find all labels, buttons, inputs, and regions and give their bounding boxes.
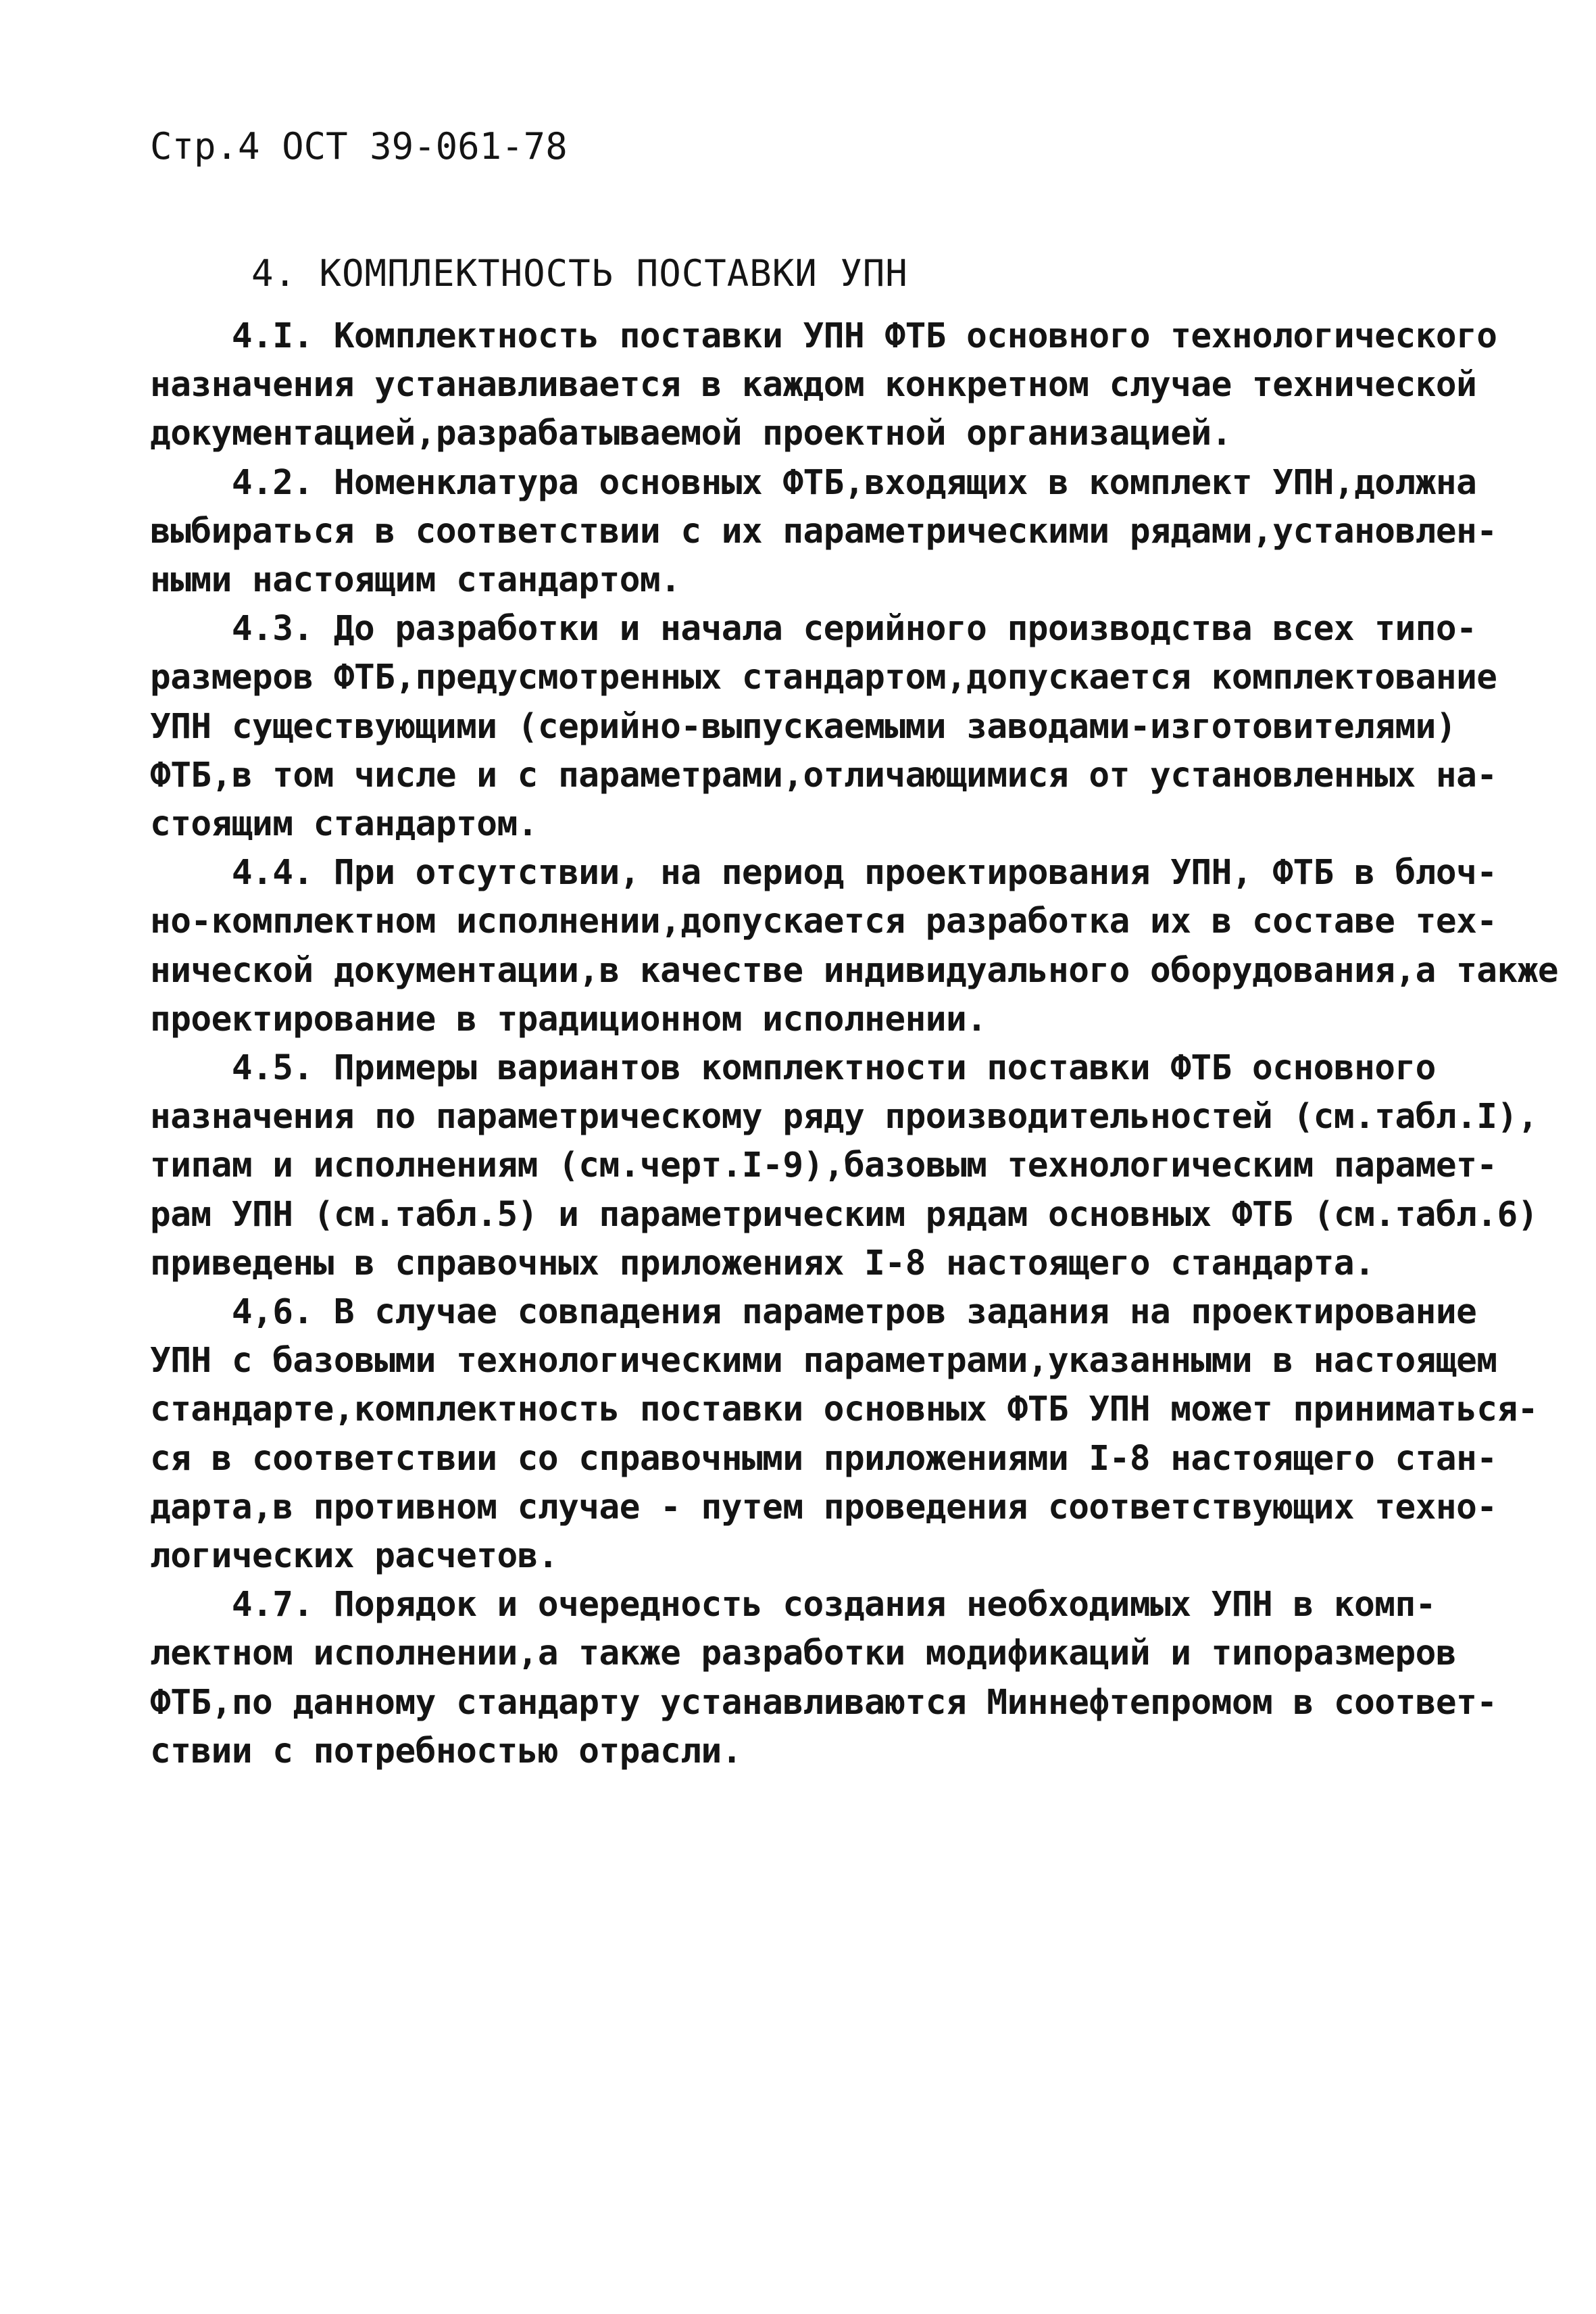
text-line: ФТБ,по данному стандарту устанавливаются Миннефтепромом в соответ- [150,1682,1497,1723]
text-line: стандарте,комплектность поставки основных ФТБ УПН может приниматься- [150,1389,1538,1430]
paragraph-4-3 [150,605,1497,849]
paragraph-4-7 [150,1581,1497,1776]
text-line: 4.5. Примеры вариантов комплектности поставки ФТБ основного [150,1048,1436,1089]
text-line: 4.I. Комплектность поставки УПН ФТБ основного технологического [150,316,1497,356]
paragraph-4-6 [150,1288,1538,1581]
text-line: размеров ФТБ,предусмотренных стандартом,допускается комплектование [150,658,1497,698]
text-line: УПН существующими (серийно-выпускаемыми заводами-изготовителями) [150,706,1457,747]
text-line: лектном исполнении,а также разработки модификаций и типоразмеров [150,1633,1457,1674]
text-line: 4.3. До разработки и начала серийного производства всех типо- [150,609,1477,649]
text-line: типам и исполнениям (см.черт.I-9),базовым технологическим парамет- [150,1146,1497,1186]
text-line: 4.4. При отсутствии, на период проектирования УПН, ФТБ в блоч- [150,853,1497,893]
text-line: приведены в справочных приложениях I-8 настоящего стандарта. [150,1243,1375,1283]
text-line: назначения устанавливается в каждом конкретном случае технической [150,365,1477,405]
section-title: 4. КОМПЛЕКТНОСТЬ ПОСТАВКИ УПН [251,252,908,295]
paragraph-4-5 [150,1044,1538,1288]
document-body [150,312,1559,1776]
text-line: назначения по параметрическому ряду производительностей (см.табл.I), [150,1097,1538,1137]
paragraph-4-4 [150,849,1559,1044]
page-header: Стр.4 ОСТ 39-061-78 [150,125,568,168]
text-line: нической документации,в качестве индивидуального оборудования,а также [150,950,1559,991]
text-line: 4,6. В случае совпадения параметров задания на проектирование [150,1292,1477,1333]
text-line: ся в соответствии со справочными приложениями I-8 настоящего стан- [150,1438,1497,1479]
text-line: 4.7. Порядок и очередность создания необходимых УПН в комп- [150,1585,1436,1625]
text-line: 4.2. Номенклатура основных ФТБ,входящих в комплект УПН,должна [150,462,1477,503]
text-line: ствии с потребностью отрасли. [150,1731,742,1771]
text-line: УПН с базовыми технологическими параметрами,указанными в настоящем [150,1341,1497,1381]
text-line: рам УПН (см.табл.5) и параметрическим рядам основных ФТБ (см.табл.6) [150,1194,1538,1235]
text-line: ными настоящим стандартом. [150,560,681,601]
text-line: но-комплектном исполнении,допускается разработка их в составе тех- [150,902,1497,942]
paragraph-4-1 [150,312,1497,459]
text-line: дарта,в противном случае - путем проведения соответствующих техно- [150,1487,1497,1527]
text-line: логических расчетов. [150,1536,559,1577]
text-line: документацией,разрабатываемой проектной организацией. [150,414,1232,454]
text-line: стоящим стандартом. [150,804,538,845]
text-line: проектирование в традиционном исполнении. [150,999,987,1039]
text-line: ФТБ,в том числе и с параметрами,отличающимися от установленных на- [150,755,1497,795]
text-line: выбираться в соответствии с их параметрическими рядами,установлен- [150,511,1497,551]
paragraph-4-2 [150,459,1497,606]
